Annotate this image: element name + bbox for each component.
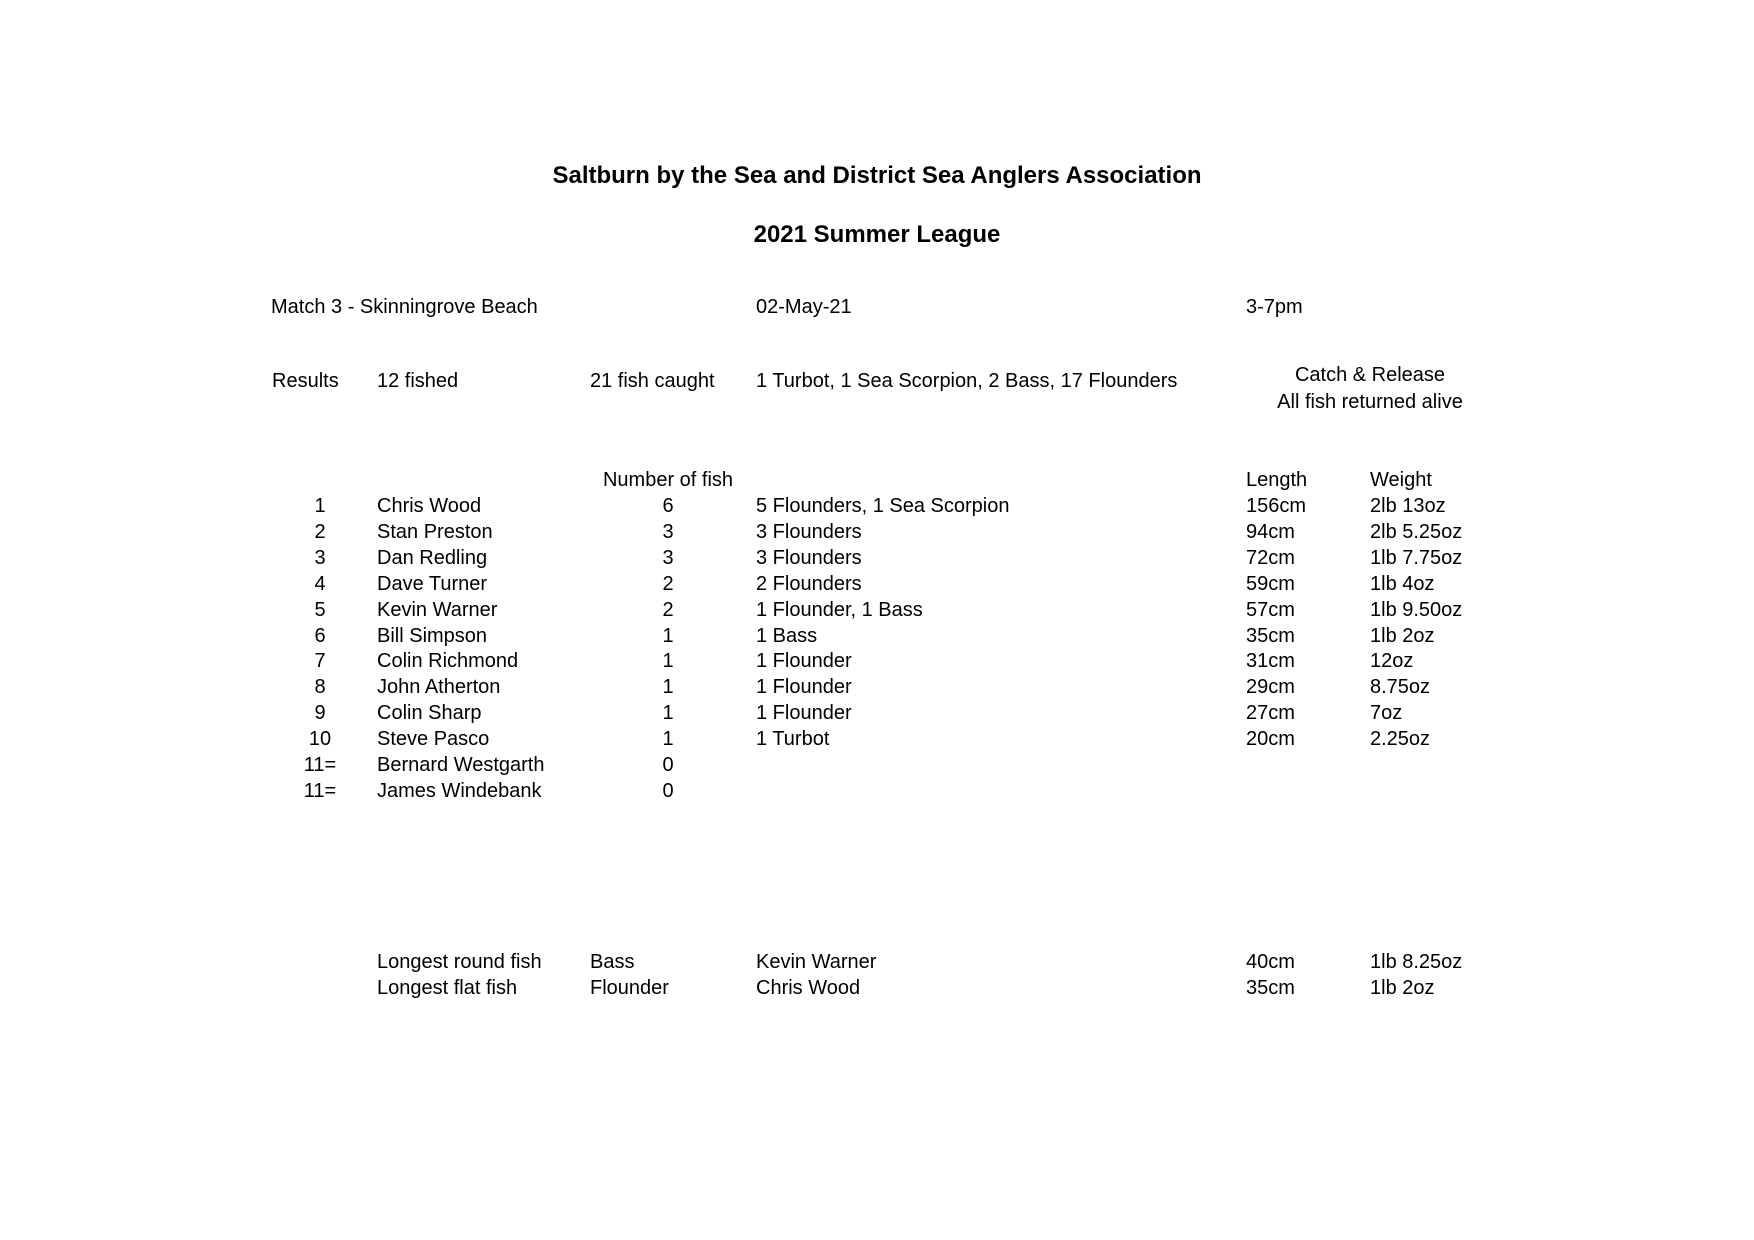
header-length: Length <box>1246 469 1308 491</box>
match-name: Match 3 - Skinningrove Beach <box>271 296 538 318</box>
total-weight: 1lb 9.50oz <box>1370 598 1463 621</box>
angler-position: 4 <box>314 572 326 595</box>
table-row <box>0 701 1754 727</box>
results-label: Results <box>272 370 339 392</box>
angler-position: 3 <box>314 546 326 569</box>
angler-name: Stan Preston <box>377 520 493 543</box>
fish-count: 3 <box>662 546 674 569</box>
table-row <box>0 598 1754 624</box>
fish-count: 1 <box>662 676 674 699</box>
total-length: 156cm <box>1246 495 1307 517</box>
award-label: Longest flat fish <box>377 977 518 999</box>
catch-description: 1 Bass <box>756 624 818 647</box>
total-weight: 2lb 13oz <box>1370 495 1446 517</box>
fish-count: 0 <box>662 779 674 802</box>
angler-position: 7 <box>314 650 326 673</box>
angler-name: James Windebank <box>377 779 542 802</box>
angler-position: 11= <box>303 779 337 802</box>
award-row <box>0 976 1754 1002</box>
total-length: 59cm <box>1246 572 1295 595</box>
league-title: 2021 Summer League <box>753 221 1001 248</box>
table-row <box>0 546 1754 572</box>
total-weight: 7oz <box>1370 702 1403 725</box>
angler-name: Chris Wood <box>377 495 482 517</box>
angler-name: Colin Richmond <box>377 650 519 673</box>
fish-count: 2 <box>662 598 674 621</box>
catch-description: 1 Turbot <box>756 728 830 751</box>
award-length: 40cm <box>1246 951 1295 973</box>
total-length: 29cm <box>1246 676 1295 699</box>
angler-name: Bill Simpson <box>377 624 488 647</box>
award-weight: 1lb 2oz <box>1370 977 1435 999</box>
match-time: 3-7pm <box>1246 296 1303 318</box>
fish-count: 1 <box>662 702 674 725</box>
total-weight: 1lb 2oz <box>1370 624 1435 647</box>
catch-description: 1 Flounder <box>756 676 852 699</box>
fish-count: 6 <box>662 495 674 517</box>
fish-count: 2 <box>662 572 674 595</box>
table-row <box>0 779 1754 805</box>
angler-name: Kevin Warner <box>377 598 498 621</box>
org-title: Saltburn by the Sea and District Sea Anglers Association <box>552 162 1202 189</box>
angler-position: 6 <box>314 624 326 647</box>
anglers-fished: 12 fished <box>377 370 459 392</box>
catch-description: 2 Flounders <box>756 572 862 595</box>
table-row <box>0 727 1754 753</box>
total-weight: 2lb 5.25oz <box>1370 520 1463 543</box>
award-angler: Kevin Warner <box>756 951 877 973</box>
award-length: 35cm <box>1246 977 1295 999</box>
fish-count: 1 <box>662 728 674 751</box>
total-length: 31cm <box>1246 650 1295 673</box>
angler-name: Dave Turner <box>377 572 488 595</box>
catch-description: 3 Flounders <box>756 546 862 569</box>
table-row <box>0 649 1754 675</box>
award-label: Longest round fish <box>377 951 542 973</box>
table-row <box>0 572 1754 598</box>
angler-position: 1 <box>314 495 326 517</box>
catch-description: 1 Flounder <box>756 650 852 673</box>
angler-name: Steve Pasco <box>377 728 490 751</box>
total-weight: 1lb 4oz <box>1370 572 1435 595</box>
table-row <box>0 624 1754 650</box>
policy-line-2: All fish returned alive <box>1277 391 1463 413</box>
award-weight: 1lb 8.25oz <box>1370 951 1463 973</box>
total-weight: 1lb 7.75oz <box>1370 546 1463 569</box>
award-species: Bass <box>590 951 635 973</box>
angler-position: 10 <box>308 728 332 751</box>
angler-position: 8 <box>314 676 326 699</box>
catch-description: 1 Flounder, 1 Bass <box>756 598 923 621</box>
total-weight: 12oz <box>1370 650 1414 673</box>
match-date: 02-May-21 <box>756 296 852 318</box>
angler-position: 5 <box>314 598 326 621</box>
header-weight: Weight <box>1370 469 1432 491</box>
award-species: Flounder <box>590 977 669 999</box>
fish-count: 0 <box>662 754 674 776</box>
angler-position: 9 <box>314 702 326 725</box>
angler-position: 2 <box>314 520 326 543</box>
fish-count: 1 <box>662 624 674 647</box>
fish-count: 3 <box>662 520 674 543</box>
table-row <box>0 675 1754 701</box>
award-row <box>0 950 1754 976</box>
award-angler: Chris Wood <box>756 977 861 999</box>
table-row <box>0 520 1754 546</box>
total-weight: 8.75oz <box>1370 676 1431 699</box>
table-row <box>0 494 1754 520</box>
total-length: 27cm <box>1246 702 1295 725</box>
catch-description: 5 Flounders, 1 Sea Scorpion <box>756 495 1010 517</box>
total-weight: 2.25oz <box>1370 728 1431 751</box>
total-length: 57cm <box>1246 598 1295 621</box>
angler-name: Colin Sharp <box>377 702 482 725</box>
total-length: 20cm <box>1246 728 1295 751</box>
angler-name: Bernard Westgarth <box>377 754 545 776</box>
angler-position: 11= <box>303 754 337 776</box>
total-length: 35cm <box>1246 624 1295 647</box>
policy-line-1: Catch & Release <box>1294 364 1446 386</box>
catch-description: 1 Flounder <box>756 702 852 725</box>
header-number: Number of fish <box>602 469 734 491</box>
species-caught: 1 Turbot, 1 Sea Scorpion, 2 Bass, 17 Flounders <box>756 370 1178 392</box>
table-row <box>0 753 1754 779</box>
total-length: 72cm <box>1246 546 1295 569</box>
catch-description: 3 Flounders <box>756 520 862 543</box>
fish-count: 1 <box>662 650 674 673</box>
table-header <box>0 468 1754 494</box>
fish-caught: 21 fish caught <box>590 370 715 392</box>
angler-name: John Atherton <box>377 676 501 699</box>
total-length: 94cm <box>1246 520 1295 543</box>
angler-name: Dan Redling <box>377 546 488 569</box>
